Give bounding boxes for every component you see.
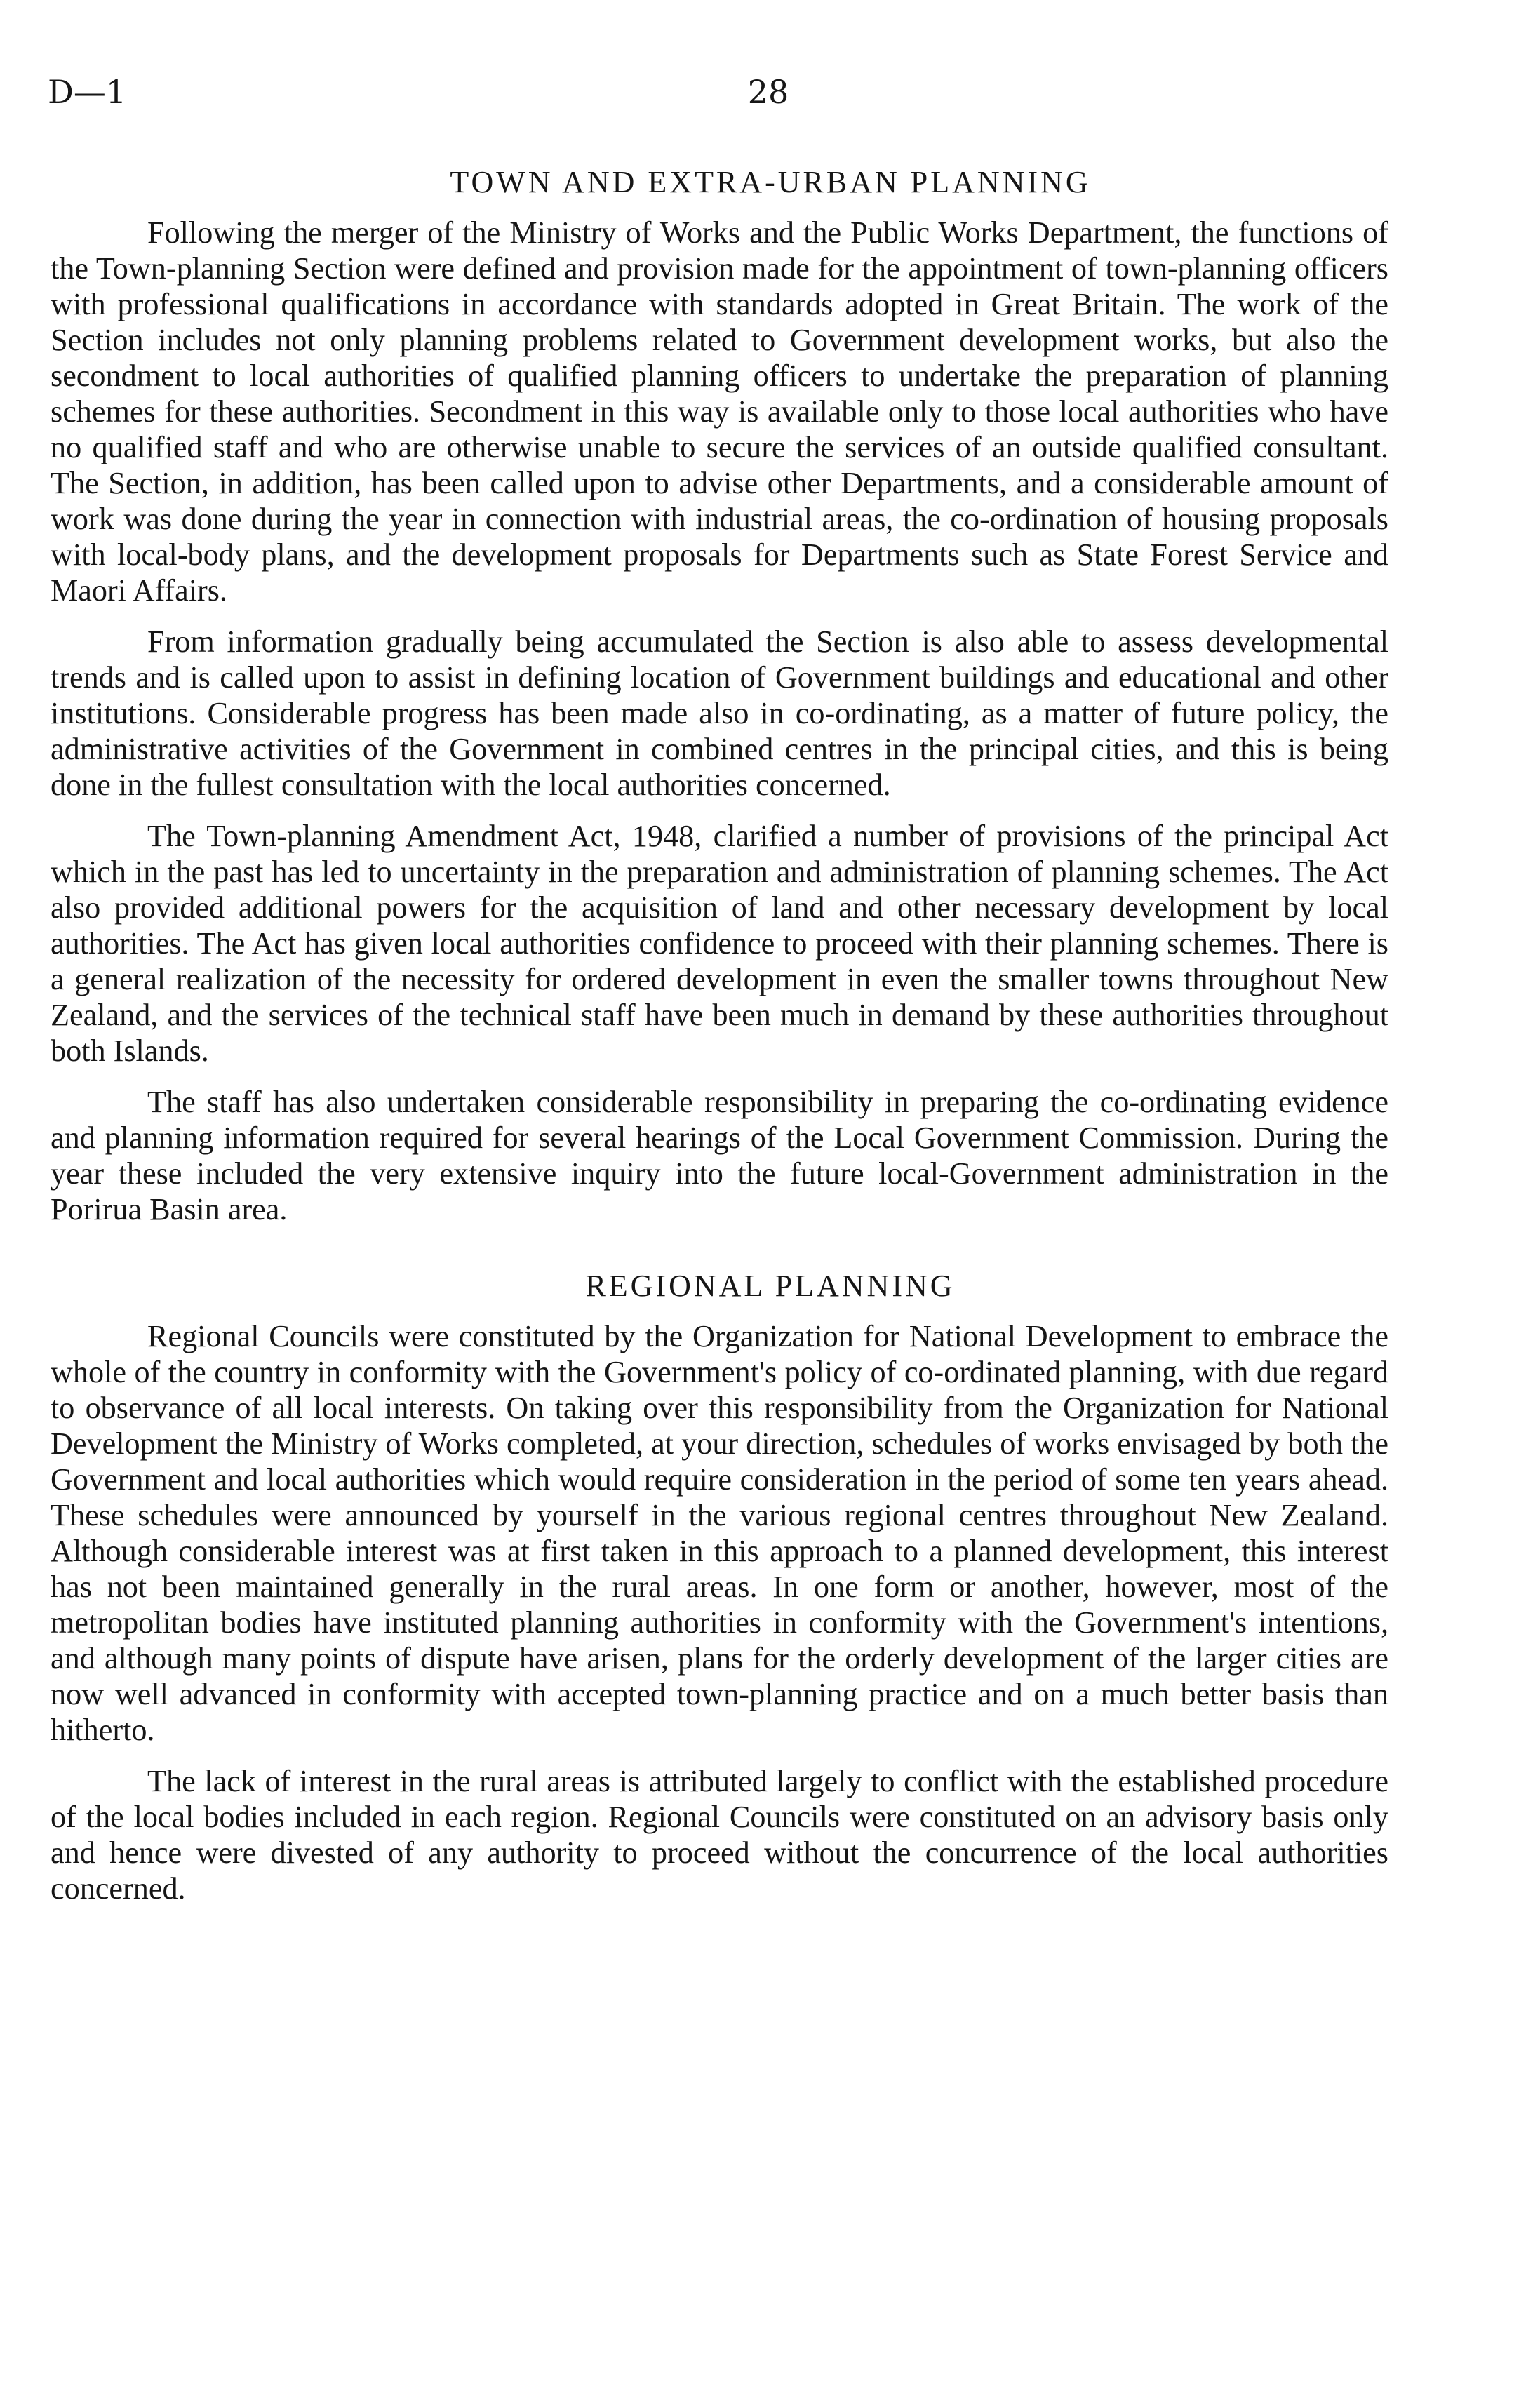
paragraph: The lack of interest in the rural areas is attributed largely to conflict with the established procedure of the local bodies included in each region. Regional Councils were constituted on an advisory basis only and hence were divested of any authority to proceed without the concurrence of the local authorities concerned. [51, 1764, 1388, 1906]
section-town-planning [0, 163, 1540, 1227]
document-body [0, 163, 1540, 1922]
paragraph: The Town-planning Amendment Act, 1948, clarified a number of provisions of the principal Act which in the past has led to uncertainty in the preparation and administration of planning schemes. The Act also provided additional powers for the acquisition of land and other necessary development by local authorities. The Act has given local authorities confidence to proceed with their planning schemes. There is a general realization of the necessity for ordered development in even the smaller towns throughout New Zealand, and the services of the technical staff have been much in demand by these authorities throughout both Islands. [51, 819, 1388, 1068]
document-reference: D—1 [48, 73, 127, 111]
section-heading: REGIONAL PLANNING [585, 1269, 956, 1303]
paragraph: The staff has also undertaken considerable responsibility in preparing the co-ordinating evidence and planning information required for several hearings of the Local Government Commission. During the year these included the very extensive inquiry into the future local-Government administration in the Porirua Basin area. [51, 1085, 1388, 1226]
section-spacer [0, 1243, 1540, 1266]
page-number: 28 [747, 73, 789, 111]
paragraph: From information gradually being accumulated the Section is also able to assess developmental trends and is called upon to assist in defining location of Government buildings and educational and other institutions. Considerable progress has been made also in co-ordinating, as a matter of future policy, the administrative activities of the Government in combined centres in the principal cities, and this is being done in the fullest consultation with the local authorities concerned. [51, 624, 1388, 802]
paragraph: Regional Councils were constituted by the Organization for National Development to embrace the whole of the country in conformity with the Government's policy of co-ordinated planning, with due regard to observance of all local interests. On taking over this responsibility from the Organization for National Development the Ministry of Works completed, at your direction, schedules of works envisaged by both the Government and local authorities which would require consideration in the period of some ten years ahead. These schedules were announced by yourself in the various regional centres throughout New Zealand. Although considerable interest was at first taken in this approach to a planned development, this interest has not been maintained generally in the rural areas. In one form or another, however, most of the metropolitan bodies have instituted planning authorities in conformity with the Government's intentions, and although many points of dispute have arisen, plans for the orderly development of the larger cities are now well advanced in conformity with accepted town-planning practice and on a much better basis than hitherto. [51, 1319, 1388, 1747]
section-heading: TOWN AND EXTRA-URBAN PLANNING [450, 165, 1091, 199]
paragraph: Following the merger of the Ministry of Works and the Public Works Department, the functions of the Town-planning Section were defined and provision made for the appointment of town-planning officers with professional qualifications in accordance with standards adopted in Great Britain. The work of the Section includes not only planning problems related to Government development works, but also the secondment to local authorities of qualified planning officers to undertake the preparation of planning schemes for these authorities. Secondment in this way is available only to those local authorities who have no qualified staff and who are otherwise unable to secure the services of an outside qualified consultant. The Section, in addition, has been called upon to advise other Departments, and a considerable amount of work was done during the year in connection with industrial areas, the co-ordination of housing proposals with local-body plans, and the development proposals for Departments such as State Forest Service and Maori Affairs. [51, 215, 1388, 608]
section-regional-planning [0, 1266, 1540, 1906]
